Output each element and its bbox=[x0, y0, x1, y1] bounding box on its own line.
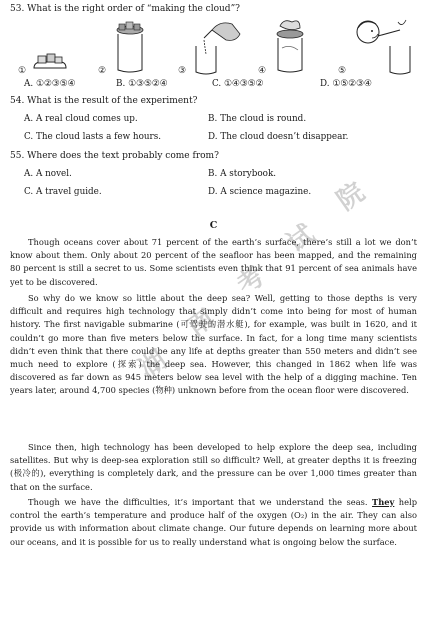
option-letter: C. bbox=[24, 132, 34, 142]
question-54-options-row-2 bbox=[24, 133, 417, 145]
jar-with-cloud-icon bbox=[270, 16, 310, 76]
paragraph-4-rest: help control the earth’s temperature and produce half of the oxygen (O₂) in the air. They can also provide us with information about climate change. Our future depends on learning more about our oceans, and it is possible for us to really understand what is ongoing below the surface. bbox=[10, 497, 417, 547]
option-54-b[interactable] bbox=[208, 115, 306, 124]
watermark-char-2: 南 bbox=[181, 303, 221, 343]
question-53-stem: 53. What is the right order of “making the cloud”? bbox=[10, 4, 240, 14]
option-54-d[interactable] bbox=[208, 133, 348, 142]
ice-cubes-icon bbox=[30, 16, 70, 76]
option-55-a[interactable] bbox=[24, 170, 72, 179]
section-heading: C bbox=[209, 220, 218, 231]
option-54-a[interactable] bbox=[24, 115, 138, 124]
option-letter: B. bbox=[208, 169, 218, 179]
passage-paragraph-3: Since then, high technology has been developed to help explore the deep sea, including satellites. But why is deep-sea exploration still so difficult? Well, at greater depths it is freezing (极冷的), everything is completely dark, and the pressure can be over 1,000 times greater than that on the surface. bbox=[10, 442, 417, 492]
option-53-c[interactable] bbox=[212, 80, 263, 89]
option-text: ①⑤②③④ bbox=[332, 79, 372, 89]
option-letter: C. bbox=[24, 187, 34, 197]
picture-4-number: ④ bbox=[258, 66, 267, 76]
option-54-c[interactable] bbox=[24, 133, 161, 142]
passage-paragraph-1: Though oceans cover about 71 percent of the earth’s surface, there’s still a lot we don’t know about them. Only about 20 percent of the seafloor has been mapped, and the remaining 80 percent is still a secret to us. Some scientists even think that 91 percent of sea animals have yet to be discovered. bbox=[10, 237, 417, 287]
option-53-a[interactable] bbox=[24, 80, 75, 89]
underlined-word: They bbox=[372, 497, 395, 507]
option-letter: A. bbox=[24, 114, 34, 124]
passage-paragraph-4 bbox=[10, 496, 417, 549]
picture-5-number: ⑤ bbox=[338, 66, 347, 76]
option-letter: D. bbox=[208, 187, 218, 197]
question-54-stem: 54. What is the result of the experiment? bbox=[10, 96, 198, 106]
option-55-d[interactable] bbox=[208, 188, 311, 197]
picture-5 bbox=[338, 16, 398, 78]
question-55-options-row-1 bbox=[24, 170, 417, 182]
watermark-char-4: 试 bbox=[281, 219, 321, 259]
option-53-b[interactable] bbox=[116, 80, 168, 89]
kettle-pouring-icon bbox=[190, 16, 250, 76]
picture-3-number: ③ bbox=[178, 66, 187, 76]
experiment-pictures bbox=[18, 16, 418, 78]
option-text: A novel. bbox=[35, 169, 72, 179]
option-text: A storybook. bbox=[220, 169, 277, 179]
question-53-options bbox=[24, 80, 417, 92]
option-letter: D. bbox=[320, 79, 330, 89]
watermark-char-3: 考 bbox=[231, 261, 271, 301]
option-55-c[interactable] bbox=[24, 188, 102, 197]
watermark-char-5: 院 bbox=[331, 177, 371, 217]
option-text: A real cloud comes up. bbox=[35, 114, 138, 124]
picture-4 bbox=[258, 16, 318, 78]
option-text: ①③⑤②④ bbox=[128, 79, 168, 89]
option-53-d[interactable] bbox=[320, 80, 372, 89]
option-letter: C. bbox=[212, 79, 222, 89]
passage-paragraph-2: So why do we know so little about the deep sea? Well, getting to those depths is very difficult and requires high technology that simply didn’t come into being for most of human history. The first navigable submarine (可驾驶的潜水艇), for example, was built in 1620, and it couldn’t go more than five meters below the surface. In fact, for a long time many scientists didn’t even think that there could be any life at depths greater than 550 meters and didn’t see much need to explore (探索) the deep sea. However, this changed in 1862 when life was discovered as far down as 945 meters below sea level with the help of a digging machine. Ten years later, around 4,700 species (物种) unknown before from the ocean floor were discovered. bbox=[10, 293, 417, 396]
jar-with-ice-icon bbox=[110, 16, 150, 76]
option-text: A travel guide. bbox=[36, 187, 102, 197]
option-letter: A. bbox=[24, 79, 34, 89]
option-letter: B. bbox=[116, 79, 126, 89]
option-letter: D. bbox=[208, 132, 218, 142]
question-55-stem: 55. Where does the text probably come from? bbox=[10, 151, 219, 161]
picture-1 bbox=[18, 16, 78, 78]
option-text: A science magazine. bbox=[220, 187, 312, 197]
option-letter: A. bbox=[24, 169, 34, 179]
picture-3 bbox=[178, 16, 238, 78]
picture-1-number: ① bbox=[18, 66, 27, 76]
option-55-b[interactable] bbox=[208, 170, 276, 179]
option-text: ①④③⑤② bbox=[224, 79, 264, 89]
option-text: The cloud lasts a few hours. bbox=[36, 132, 162, 142]
paragraph-4-start: Though we have the difficulties, it’s important that we understand the seas. bbox=[28, 497, 373, 507]
option-text: The cloud doesn’t disappear. bbox=[220, 132, 349, 142]
child-watching-jar-icon bbox=[350, 16, 420, 76]
option-letter: B. bbox=[208, 114, 218, 124]
watermark-char-1: 湖 bbox=[133, 345, 173, 385]
picture-2-number: ② bbox=[98, 66, 107, 76]
option-text: ①②③⑤④ bbox=[35, 79, 76, 89]
option-text: The cloud is round. bbox=[220, 114, 307, 124]
picture-2 bbox=[98, 16, 158, 78]
question-54-options-row-1 bbox=[24, 115, 417, 127]
